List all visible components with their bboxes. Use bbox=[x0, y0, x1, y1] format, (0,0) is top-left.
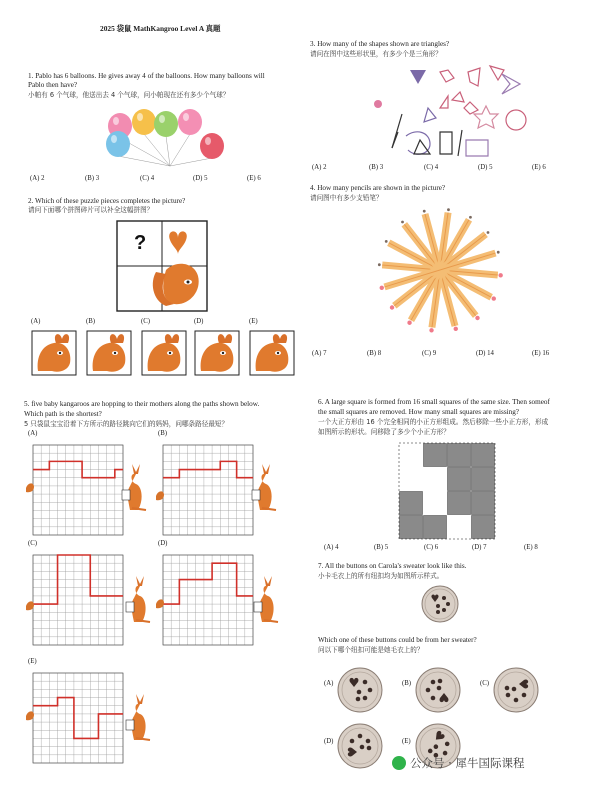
q7-text-cn2: 问以下哪个纽扣可能是她毛衣上的？ bbox=[318, 646, 424, 654]
q1-option-d[interactable]: (D) 5 bbox=[193, 175, 208, 182]
balloon bbox=[154, 111, 178, 137]
q7-reference-button bbox=[420, 584, 460, 624]
small-square bbox=[424, 516, 447, 539]
q5-path-grid-a bbox=[28, 440, 128, 540]
q2-option-e[interactable]: (E) bbox=[249, 318, 258, 325]
small-square bbox=[400, 492, 423, 515]
q6-text-line2: the small squares are removed. How many small squares are missing? bbox=[318, 408, 519, 416]
q1-option-e[interactable]: (E) 6 bbox=[247, 175, 261, 182]
small-square bbox=[448, 444, 471, 467]
q4-option-e[interactable]: (E) 16 bbox=[532, 350, 550, 357]
small-square bbox=[448, 492, 471, 515]
page-title: 2025 袋鼠 MathKangroo Level A 真题 bbox=[100, 24, 221, 33]
q2-puzzle-figure bbox=[116, 220, 208, 312]
balloon bbox=[200, 133, 224, 159]
q5-label-e[interactable]: (E) bbox=[28, 658, 37, 665]
q5-path-grid-b bbox=[158, 440, 258, 540]
q4-option-c[interactable]: (C) 9 bbox=[422, 350, 437, 357]
q6-option-a[interactable]: (A) 4 bbox=[324, 544, 339, 551]
q5-path-grid-d bbox=[158, 550, 258, 650]
q5-label-d[interactable]: (D) bbox=[158, 540, 168, 547]
q4-option-b[interactable]: (B) 8 bbox=[367, 350, 382, 357]
q5-label-b[interactable]: (B) bbox=[158, 430, 168, 437]
mother-kangaroo bbox=[126, 694, 150, 740]
q1-option-c[interactable]: (C) 4 bbox=[140, 175, 155, 182]
q2-question-mark: ? bbox=[134, 232, 147, 254]
q6-option-d[interactable]: (D) 7 bbox=[472, 544, 487, 551]
puzzle-piece bbox=[195, 331, 239, 375]
q2-option-d[interactable]: (D) bbox=[194, 318, 204, 325]
q7-option-d[interactable]: (D) bbox=[324, 738, 334, 745]
q4-option-d[interactable]: (D) 14 bbox=[476, 350, 494, 357]
q6-text-cn1: 一个大正方形由 16 个完全相同的小正方形组成。然后移除一些小正方形，形成 bbox=[318, 418, 549, 426]
small-square bbox=[400, 516, 423, 539]
q1-option-b[interactable]: (B) 3 bbox=[85, 175, 100, 182]
sweater-button-option bbox=[338, 668, 382, 712]
q7-text-line2: Which one of these buttons could be from her sweater? bbox=[318, 636, 477, 644]
q2-option-b[interactable]: (B) bbox=[86, 318, 96, 325]
small-square bbox=[472, 468, 495, 491]
q3-text-cn: 请问在图中这些形状里，有多少个是三角形？ bbox=[310, 50, 442, 58]
q3-option-d[interactable]: (D) 5 bbox=[478, 164, 493, 171]
puzzle-piece bbox=[87, 331, 131, 375]
q6-option-b[interactable]: (B) 5 bbox=[374, 544, 389, 551]
q4-option-a[interactable]: (A) 7 bbox=[312, 350, 327, 357]
balloon bbox=[106, 131, 130, 157]
q7-option-b[interactable]: (B) bbox=[402, 680, 412, 687]
q3-option-c[interactable]: (C) 4 bbox=[424, 164, 439, 171]
q5-text-line2: Which path is the shortest? bbox=[24, 410, 102, 418]
kangaroo-path bbox=[163, 563, 253, 604]
mother-kangaroo bbox=[126, 576, 150, 622]
q1-text-cn: 小帕有 6 个气球，他送出去 4 个气球，问小帕现在还有多少个气球？ bbox=[28, 91, 230, 99]
q3-option-a[interactable]: (A) 2 bbox=[312, 164, 327, 171]
q2-option-a[interactable]: (A) bbox=[31, 318, 41, 325]
small-square bbox=[472, 516, 495, 539]
q7-text-cn1: 小卡毛衣上的所有纽扣均为如图所示样式。 bbox=[318, 572, 444, 580]
sweater-button-option bbox=[494, 668, 538, 712]
small-square bbox=[448, 468, 471, 491]
wechat-icon bbox=[392, 756, 406, 770]
q3-option-e[interactable]: (E) 6 bbox=[532, 164, 546, 171]
q6-options bbox=[324, 544, 564, 554]
q4-options bbox=[312, 350, 562, 360]
q2-option-labels bbox=[31, 318, 291, 328]
q4-text-cn: 请问图中有多少支铅笔？ bbox=[310, 194, 383, 202]
q5-label-a[interactable]: (A) bbox=[28, 430, 38, 437]
puzzle-piece bbox=[32, 331, 76, 375]
sweater-button-option bbox=[416, 668, 460, 712]
q3-option-b[interactable]: (B) 3 bbox=[369, 164, 384, 171]
q5-label-c[interactable]: (C) bbox=[28, 540, 38, 547]
sweater-button-option bbox=[338, 724, 382, 768]
q7-option-e[interactable]: (E) bbox=[402, 738, 411, 745]
q1-text-line2: Pablo then have? bbox=[28, 81, 78, 89]
balloon bbox=[178, 109, 202, 135]
balloon bbox=[132, 109, 156, 135]
q3-text: 3. How many of the shapes shown are triangles? bbox=[310, 40, 450, 48]
q4-pencils-figure bbox=[375, 210, 505, 330]
q1-options bbox=[30, 175, 280, 185]
q6-squares-figure bbox=[398, 442, 498, 542]
q1-option-a[interactable]: (A) 2 bbox=[30, 175, 45, 182]
q7-option-a[interactable]: (A) bbox=[324, 680, 334, 687]
q3-options bbox=[312, 164, 562, 174]
q6-option-c[interactable]: (C) 6 bbox=[424, 544, 439, 551]
q2-text: 2. Which of these puzzle pieces completes the picture? bbox=[28, 197, 186, 205]
q2-piece-options bbox=[30, 329, 300, 377]
small-square bbox=[472, 444, 495, 467]
small-square bbox=[424, 444, 447, 467]
small-square bbox=[472, 492, 495, 515]
q3-shapes-figure bbox=[370, 62, 530, 162]
q6-text-cn2: 如图所示的形状。问移除了多少个小正方形？ bbox=[318, 428, 450, 436]
q1-balloons-figure bbox=[100, 106, 240, 168]
q5-text-line1: 5. five baby kangaroos are hopping to their mothers along the paths shown below. bbox=[24, 400, 260, 408]
q4-text: 4. How many pencils are shown in the picture? bbox=[310, 184, 446, 192]
q5-path-grid-e bbox=[28, 668, 128, 768]
puzzle-piece bbox=[250, 331, 294, 375]
puzzle-piece bbox=[142, 331, 186, 375]
q1-text-line1: 1. Pablo has 6 balloons. He gives away 4 of the balloons. How many balloons will bbox=[28, 72, 265, 80]
q2-option-c[interactable]: (C) bbox=[141, 318, 151, 325]
q5-path-grid-c bbox=[28, 550, 128, 650]
kangaroo-path bbox=[33, 698, 123, 739]
q2-text-cn: 请问下面哪个拼图碎片可以补全这幅拼图？ bbox=[28, 206, 154, 214]
q7-option-c[interactable]: (C) bbox=[480, 680, 490, 687]
q5-text-cn: 5 只袋鼠宝宝沿着下方所示的路径跳向它们的妈妈，问哪条路径最短？ bbox=[24, 420, 229, 428]
q6-text-line1: 6. A large square is formed from 16 small squares of the same size. Then someof bbox=[318, 398, 550, 406]
q6-option-e[interactable]: (E) 8 bbox=[524, 544, 538, 551]
q7-text-line1: 7. All the buttons on Carola's sweater look like this. bbox=[318, 562, 467, 570]
watermark-text: 公众号 · 犀牛国际课程 bbox=[410, 756, 525, 770]
